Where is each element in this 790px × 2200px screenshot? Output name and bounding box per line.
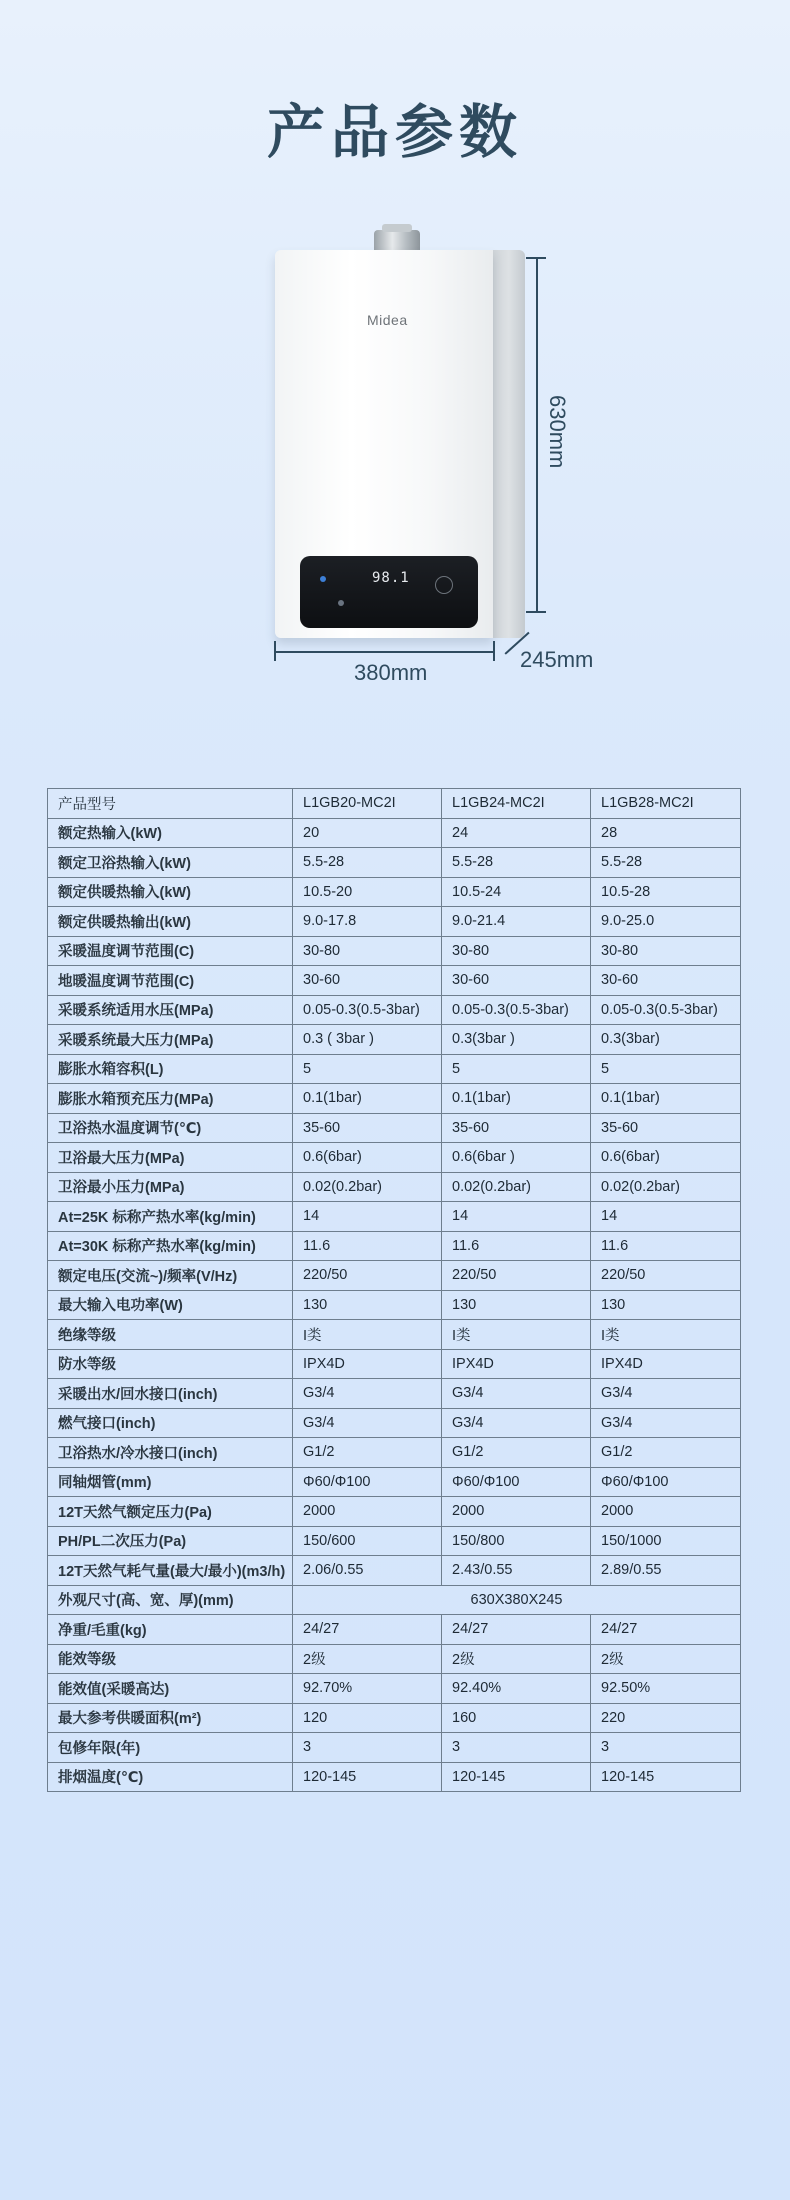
param-value: 220/50	[591, 1261, 741, 1291]
param-value: G3/4	[293, 1379, 442, 1409]
table-row	[48, 1703, 741, 1733]
param-value: 11.6	[442, 1231, 591, 1261]
table-row	[48, 1231, 741, 1261]
param-value: G3/4	[591, 1379, 741, 1409]
param-value: 2级	[442, 1644, 591, 1674]
param-value: 30-60	[591, 966, 741, 996]
param-value: 2000	[591, 1497, 741, 1527]
param-value: 9.0-17.8	[293, 907, 442, 937]
param-value: 14	[293, 1202, 442, 1232]
table-row	[48, 1585, 741, 1615]
header-label: 产品型号	[48, 789, 293, 819]
table-row	[48, 1644, 741, 1674]
control-knob-icon	[435, 576, 453, 594]
param-value: 150/800	[442, 1526, 591, 1556]
param-value: IPX4D	[591, 1349, 741, 1379]
param-label: 12T天然气额定压力(Pa)	[48, 1497, 293, 1527]
table-row	[48, 1438, 741, 1468]
table-row	[48, 936, 741, 966]
table-row	[48, 1290, 741, 1320]
boiler-image	[270, 225, 530, 645]
table-row	[48, 1084, 741, 1114]
param-value: 24/27	[442, 1615, 591, 1645]
param-value: 2.89/0.55	[591, 1556, 741, 1586]
height-dimension-tick-bottom	[526, 611, 546, 613]
param-label: 地暖温度调节范围(C)	[48, 966, 293, 996]
control-display	[300, 556, 478, 628]
height-dimension-line	[536, 257, 538, 612]
table-row	[48, 1143, 741, 1173]
param-label: 绝缘等级	[48, 1320, 293, 1350]
param-value: 14	[442, 1202, 591, 1232]
display-readout: 98.1	[372, 570, 410, 586]
param-value: 120-145	[442, 1762, 591, 1792]
param-label: 膨胀水箱容积(L)	[48, 1054, 293, 1084]
param-value: 2000	[442, 1497, 591, 1527]
header-model-1: L1GB20-MC2I	[293, 789, 442, 819]
table-row	[48, 1556, 741, 1586]
param-label: 同轴烟管(mm)	[48, 1467, 293, 1497]
param-label: 膨胀水箱预充压力(MPa)	[48, 1084, 293, 1114]
param-value: 24/27	[293, 1615, 442, 1645]
height-dimension-tick-top	[526, 257, 546, 259]
param-value: 9.0-21.4	[442, 907, 591, 937]
param-value: 5.5-28	[293, 848, 442, 878]
param-value: 0.3 ( 3bar )	[293, 1025, 442, 1055]
param-value: 28	[591, 818, 741, 848]
param-value: 220	[591, 1703, 741, 1733]
param-label: PH/PL二次压力(Pa)	[48, 1526, 293, 1556]
table-row	[48, 1202, 741, 1232]
param-label: 排烟温度(℃)	[48, 1762, 293, 1792]
param-label: 燃气接口(inch)	[48, 1408, 293, 1438]
param-value: 11.6	[591, 1231, 741, 1261]
param-value: 0.05-0.3(0.5-3bar)	[442, 995, 591, 1025]
param-value: G1/2	[591, 1438, 741, 1468]
param-value: 92.50%	[591, 1674, 741, 1704]
param-label: 防水等级	[48, 1349, 293, 1379]
param-value: 0.6(6bar)	[591, 1143, 741, 1173]
param-value: 30-80	[442, 936, 591, 966]
table-row	[48, 966, 741, 996]
param-value: 5	[293, 1054, 442, 1084]
param-value-merged: 630X380X245	[293, 1585, 741, 1615]
param-value: 5	[591, 1054, 741, 1084]
param-value: 35-60	[442, 1113, 591, 1143]
param-value: I类	[591, 1320, 741, 1350]
table-row	[48, 1349, 741, 1379]
spec-table-body	[48, 818, 741, 1792]
param-value: 30-60	[442, 966, 591, 996]
param-value: IPX4D	[293, 1349, 442, 1379]
table-row	[48, 1320, 741, 1350]
param-value: 10.5-24	[442, 877, 591, 907]
flue-pipe	[374, 230, 420, 252]
param-label: 卫浴最大压力(MPa)	[48, 1143, 293, 1173]
table-row	[48, 1615, 741, 1645]
param-label: 能效等级	[48, 1644, 293, 1674]
param-value: 92.70%	[293, 1674, 442, 1704]
param-value: 2级	[293, 1644, 442, 1674]
param-value: 0.3(3bar)	[591, 1025, 741, 1055]
param-label: 采暖系统适用水压(MPa)	[48, 995, 293, 1025]
param-label: 卫浴最小压力(MPa)	[48, 1172, 293, 1202]
param-value: 10.5-20	[293, 877, 442, 907]
param-value: 0.05-0.3(0.5-3bar)	[293, 995, 442, 1025]
table-row	[48, 1762, 741, 1792]
param-value: 0.6(6bar)	[293, 1143, 442, 1173]
param-label: 净重/毛重(kg)	[48, 1615, 293, 1645]
table-row	[48, 877, 741, 907]
table-row	[48, 1172, 741, 1202]
param-value: 0.1(1bar)	[591, 1084, 741, 1114]
param-value: 120-145	[293, 1762, 442, 1792]
table-row	[48, 1054, 741, 1084]
table-row	[48, 1674, 741, 1704]
param-value: 14	[591, 1202, 741, 1232]
param-label: 最大输入电功率(W)	[48, 1290, 293, 1320]
param-value: 35-60	[293, 1113, 442, 1143]
param-value: 130	[442, 1290, 591, 1320]
param-label: 采暖系统最大压力(MPa)	[48, 1025, 293, 1055]
param-label: 能效值(采暖高达)	[48, 1674, 293, 1704]
param-value: 2.43/0.55	[442, 1556, 591, 1586]
param-value: 9.0-25.0	[591, 907, 741, 937]
param-value: 5	[442, 1054, 591, 1084]
param-label: 12T天然气耗气量(最大/最小)(m3/h)	[48, 1556, 293, 1586]
param-value: 35-60	[591, 1113, 741, 1143]
width-dimension-tick-left	[274, 641, 276, 661]
table-row	[48, 907, 741, 937]
height-dimension-label: 630mm	[545, 395, 570, 469]
param-value: 0.05-0.3(0.5-3bar)	[591, 995, 741, 1025]
param-label: 卫浴热水温度调节(℃)	[48, 1113, 293, 1143]
param-label: 采暖出水/回水接口(inch)	[48, 1379, 293, 1409]
param-value: 30-60	[293, 966, 442, 996]
table-row	[48, 1467, 741, 1497]
width-dimension-tick-right	[493, 641, 495, 661]
boiler-front-panel	[275, 250, 493, 638]
param-value: 0.02(0.2bar)	[591, 1172, 741, 1202]
param-value: G3/4	[442, 1408, 591, 1438]
param-value: G3/4	[591, 1408, 741, 1438]
param-label: 额定电压(交流~)/频率(V/Hz)	[48, 1261, 293, 1291]
table-row	[48, 1497, 741, 1527]
table-row	[48, 995, 741, 1025]
param-label: 外观尺寸(高、宽、厚)(mm)	[48, 1585, 293, 1615]
param-value: G3/4	[293, 1408, 442, 1438]
param-value: 0.1(1bar)	[293, 1084, 442, 1114]
table-row	[48, 818, 741, 848]
param-value: 0.1(1bar)	[442, 1084, 591, 1114]
param-value: 0.02(0.2bar)	[442, 1172, 591, 1202]
param-value: G1/2	[293, 1438, 442, 1468]
param-value: 2000	[293, 1497, 442, 1527]
param-label: 额定供暖热输入(kW)	[48, 877, 293, 907]
param-value: 2级	[591, 1644, 741, 1674]
table-row	[48, 1025, 741, 1055]
table-row	[48, 1261, 741, 1291]
param-value: 5.5-28	[442, 848, 591, 878]
width-dimension-line	[274, 651, 494, 653]
table-row	[48, 1379, 741, 1409]
param-value: 220/50	[293, 1261, 442, 1291]
param-value: 5.5-28	[591, 848, 741, 878]
power-dot-icon	[338, 600, 344, 606]
param-value: 3	[591, 1733, 741, 1763]
param-value: 3	[293, 1733, 442, 1763]
param-value: 24/27	[591, 1615, 741, 1645]
param-value: 20	[293, 818, 442, 848]
param-value: Φ60/Φ100	[442, 1467, 591, 1497]
table-row	[48, 848, 741, 878]
param-value: I类	[442, 1320, 591, 1350]
param-value: 150/1000	[591, 1526, 741, 1556]
param-value: G1/2	[442, 1438, 591, 1468]
header-model-3: L1GB28-MC2I	[591, 789, 741, 819]
table-row	[48, 1113, 741, 1143]
boiler-side-panel	[493, 250, 525, 638]
depth-dimension-label: 245mm	[520, 647, 594, 672]
param-value: 30-80	[293, 936, 442, 966]
param-value: 160	[442, 1703, 591, 1733]
param-value: G3/4	[442, 1379, 591, 1409]
table-row	[48, 1526, 741, 1556]
param-value: IPX4D	[442, 1349, 591, 1379]
param-value: Φ60/Φ100	[293, 1467, 442, 1497]
param-value: 11.6	[293, 1231, 442, 1261]
param-label: 卫浴热水/冷水接口(inch)	[48, 1438, 293, 1468]
table-row	[48, 1733, 741, 1763]
param-label: 包修年限(年)	[48, 1733, 293, 1763]
header-model-2: L1GB24-MC2I	[442, 789, 591, 819]
param-value: 92.40%	[442, 1674, 591, 1704]
param-value: 120	[293, 1703, 442, 1733]
table-header-row	[48, 789, 741, 819]
param-label: 采暖温度调节范围(C)	[48, 936, 293, 966]
param-label: 额定供暖热输出(kW)	[48, 907, 293, 937]
param-value: 120-145	[591, 1762, 741, 1792]
width-dimension-label: 380mm	[354, 660, 428, 685]
param-value: 24	[442, 818, 591, 848]
status-dot-icon	[320, 576, 326, 582]
param-value: I类	[293, 1320, 442, 1350]
spec-table	[47, 788, 741, 1792]
param-value: 0.6(6bar )	[442, 1143, 591, 1173]
brand-logo: Midea	[367, 312, 408, 328]
table-row	[48, 1408, 741, 1438]
param-value: 3	[442, 1733, 591, 1763]
param-value: 150/600	[293, 1526, 442, 1556]
param-value: 0.02(0.2bar)	[293, 1172, 442, 1202]
param-label: At=25K 标称产热水率(kg/min)	[48, 1202, 293, 1232]
param-value: 130	[293, 1290, 442, 1320]
param-label: 额定卫浴热输入(kW)	[48, 848, 293, 878]
param-value: 30-80	[591, 936, 741, 966]
param-value: Φ60/Φ100	[591, 1467, 741, 1497]
param-label: 最大参考供暖面积(m²)	[48, 1703, 293, 1733]
param-value: 2.06/0.55	[293, 1556, 442, 1586]
param-value: 10.5-28	[591, 877, 741, 907]
param-value: 220/50	[442, 1261, 591, 1291]
page-title: 产品参数	[266, 98, 523, 166]
param-label: At=30K 标称产热水率(kg/min)	[48, 1231, 293, 1261]
param-value: 130	[591, 1290, 741, 1320]
param-value: 0.3(3bar )	[442, 1025, 591, 1055]
param-label: 额定热输入(kW)	[48, 818, 293, 848]
